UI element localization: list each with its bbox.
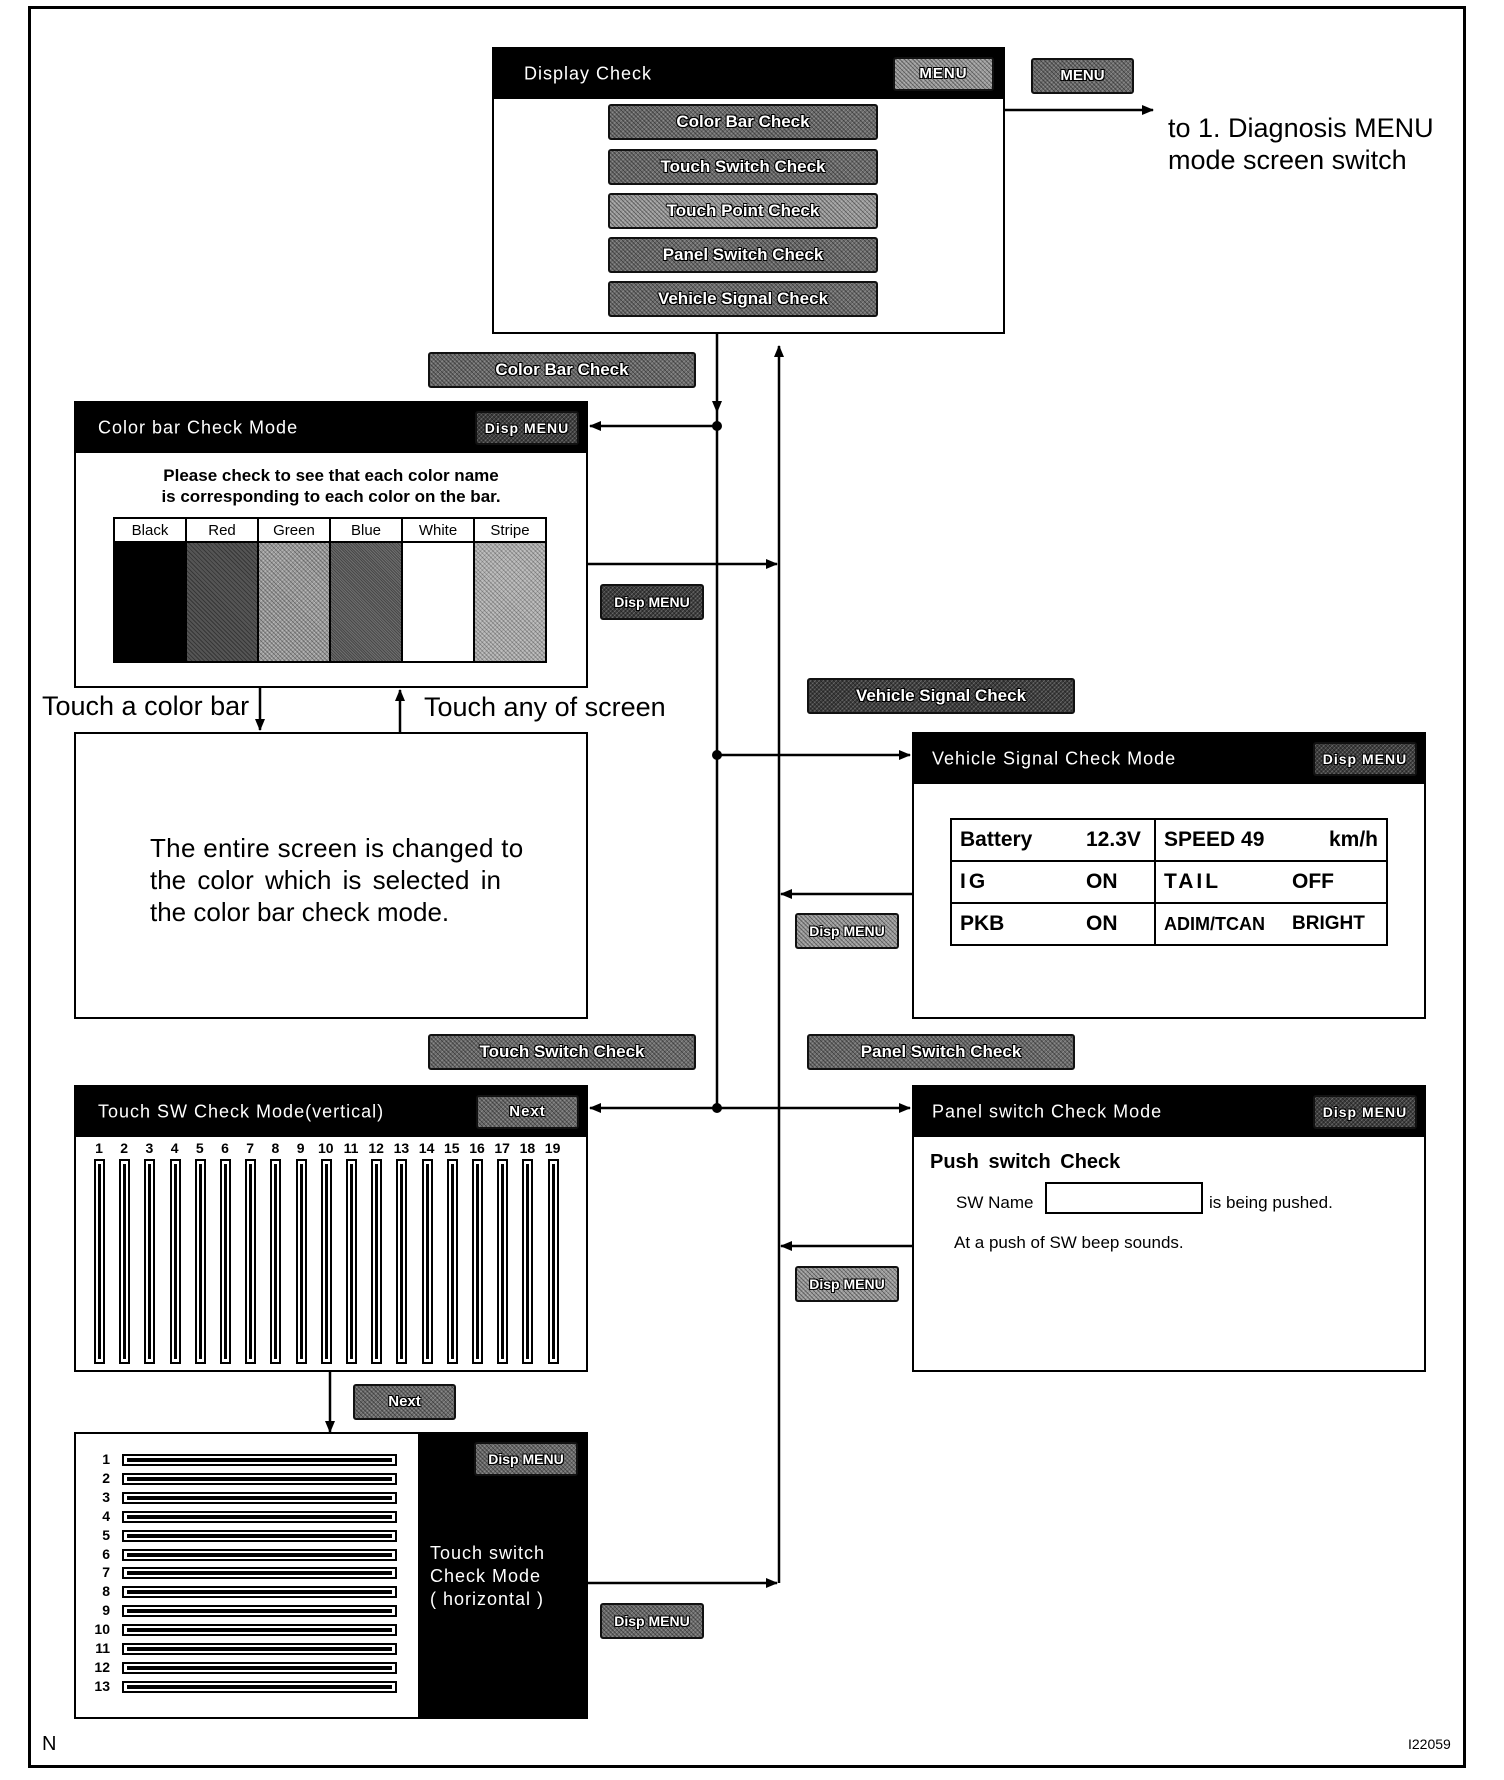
horizontal-side-panel [418, 1434, 586, 1717]
vertical-switch-number: 19 [544, 1140, 561, 1156]
instruction-line-1: Please check to see that each color name [163, 466, 499, 485]
touch-color-bar-label: Touch a color bar [42, 691, 250, 721]
horizontal-switch-number: 8 [102, 1583, 110, 1600]
table-row [951, 903, 1387, 945]
panel-switch-return-disp-menu[interactable]: Disp MENU [795, 1266, 899, 1302]
color-bar-check-label[interactable]: Color Bar Check [428, 352, 696, 388]
corner-left-label: N [42, 1733, 57, 1755]
color-bar-mode-screen [74, 401, 588, 688]
touch-sw-vertical-screen [74, 1085, 588, 1372]
horizontal-switch-number: 3 [102, 1488, 110, 1505]
vertical-touch-switch[interactable] [522, 1159, 533, 1364]
being-pushed-text: is being pushed. [1209, 1193, 1333, 1212]
horizontal-switch-number: 7 [102, 1564, 110, 1581]
horizontal-mode-title [430, 1542, 545, 1611]
touch-point-check-button[interactable]: Touch Point Check [608, 193, 878, 229]
vertical-touch-switch[interactable] [346, 1159, 357, 1364]
next-label[interactable]: Next [353, 1384, 456, 1420]
entire-screen-color[interactable] [74, 732, 588, 1019]
horizontal-touch-switch[interactable] [122, 1454, 397, 1466]
horizontal-touch-switch[interactable] [122, 1511, 397, 1523]
vertical-touch-switch[interactable] [245, 1159, 256, 1364]
vertical-switch-number: 5 [195, 1140, 204, 1156]
table-row [951, 819, 1387, 861]
vertical-touch-switch[interactable] [144, 1159, 155, 1364]
vertical-touch-switch[interactable] [321, 1159, 332, 1364]
vertical-switch-number: 16 [469, 1140, 485, 1156]
vertical-touch-switch[interactable] [497, 1159, 508, 1364]
signal-name: ADIM/TCAN [1155, 903, 1292, 945]
horizontal-touch-switch[interactable] [122, 1492, 397, 1504]
sw-name-field [1045, 1182, 1203, 1214]
color-column-header: Blue [330, 518, 402, 542]
vertical-switch-number: 9 [296, 1140, 305, 1156]
menu-note [1168, 112, 1434, 176]
touch-sw-horizontal-screen [74, 1432, 588, 1719]
touch-sw-vertical-title: Touch SW Check Mode(vertical) [98, 1101, 385, 1122]
horizontal-switch-number: 11 [95, 1640, 110, 1656]
vertical-switch-number: 6 [221, 1140, 229, 1156]
signal-name: IG [951, 861, 1078, 903]
touch-sw-next-button[interactable]: Next [476, 1095, 579, 1129]
signal-name: TAIL [1155, 861, 1292, 903]
touch-switch-check-label[interactable]: Touch Switch Check [428, 1034, 696, 1070]
color-bar-blue[interactable] [330, 542, 402, 662]
horizontal-touch-switch[interactable] [122, 1643, 397, 1655]
touch-sw-vertical-title-bar [76, 1087, 586, 1137]
horizontal-return-disp-menu[interactable]: Disp MENU [600, 1603, 704, 1639]
vertical-switch-number: 2 [120, 1140, 129, 1156]
vertical-switch-number: 1 [95, 1140, 103, 1156]
panel-switch-disp-menu-button[interactable]: Disp MENU [1313, 1095, 1417, 1129]
signal-name: PKB [951, 903, 1078, 945]
display-check-title-bar [494, 49, 1003, 99]
vehicle-signal-mode-screen [912, 732, 1426, 1019]
horizontal-title-line-3: ( horizontal ) [430, 1589, 545, 1609]
vehicle-signal-check-label[interactable]: Vehicle Signal Check [807, 678, 1075, 714]
vehicle-signal-title: Vehicle Signal Check Mode [932, 748, 1177, 769]
color-bar-instruction [76, 465, 586, 507]
horizontal-touch-switch[interactable] [122, 1549, 397, 1561]
horizontal-touch-switch[interactable] [122, 1473, 397, 1485]
horizontal-title-line-2: Check Mode [430, 1566, 542, 1586]
horizontal-touch-switch[interactable] [122, 1681, 397, 1693]
display-check-menu-button[interactable]: MENU [893, 57, 994, 91]
vertical-switch-number: 4 [170, 1140, 179, 1156]
signal-name: Battery [951, 819, 1078, 861]
signal-value: ON [1078, 861, 1155, 903]
vertical-touch-switch[interactable] [447, 1159, 458, 1364]
menu-note-line-2: mode screen switch [1168, 145, 1407, 175]
horizontal-switch-number: 6 [102, 1545, 110, 1562]
signal-value: OFF [1292, 861, 1387, 903]
color-bar-red[interactable] [186, 542, 258, 662]
vertical-touch-switch[interactable] [472, 1159, 483, 1364]
color-bar-table [113, 517, 547, 663]
color-bar-mode-title-bar [76, 403, 586, 453]
display-check-title: Display Check [524, 63, 653, 84]
vehicle-signal-disp-menu-button[interactable]: Disp MENU [1313, 742, 1417, 776]
vertical-switch-number: 15 [444, 1140, 460, 1156]
vertical-touch-switch[interactable] [94, 1159, 105, 1364]
vertical-switch-number: 12 [368, 1140, 384, 1156]
vertical-switch-number: 3 [145, 1140, 154, 1156]
vehicle-signal-return-disp-menu[interactable]: Disp MENU [795, 913, 899, 949]
vertical-touch-switch[interactable] [270, 1159, 281, 1364]
vertical-switch-number: 13 [393, 1140, 410, 1156]
horizontal-switch-number: 12 [94, 1658, 110, 1675]
color-bar-stripe[interactable] [474, 542, 546, 662]
corner-right-label: I22059 [1408, 1736, 1451, 1752]
panel-switch-check-label[interactable]: Panel Switch Check [807, 1034, 1075, 1070]
vertical-touch-switch[interactable] [396, 1159, 407, 1364]
horizontal-switch-strip [76, 1434, 416, 1717]
horizontal-switch-number: 9 [102, 1602, 110, 1619]
horizontal-switch-number: 10 [94, 1621, 110, 1638]
touch-any-label: Touch any of screen [424, 692, 666, 722]
vertical-switch-number: 10 [318, 1140, 334, 1156]
vertical-switch-number: 7 [246, 1140, 255, 1156]
panel-switch-check-button[interactable]: Panel Switch Check [608, 237, 878, 273]
horizontal-switch-number: 1 [102, 1451, 110, 1467]
color-bar-return-disp-menu[interactable]: Disp MENU [600, 584, 704, 620]
horizontal-disp-menu-button[interactable]: Disp MENU [474, 1442, 578, 1476]
vertical-switch-strip [76, 1137, 586, 1370]
touch-switch-check-button[interactable]: Touch Switch Check [608, 149, 878, 185]
push-switch-heading: Push switch Check [930, 1151, 1121, 1173]
signal-value: 12.3V [1078, 819, 1155, 861]
vertical-touch-switch[interactable] [422, 1159, 433, 1364]
vertical-touch-switch[interactable] [195, 1159, 206, 1364]
color-bar-black[interactable] [114, 542, 186, 662]
horizontal-touch-switch[interactable] [122, 1662, 397, 1674]
signal-value: ON [1078, 903, 1155, 945]
vertical-touch-switch[interactable] [371, 1159, 382, 1364]
vehicle-signal-check-button[interactable]: Vehicle Signal Check [608, 281, 878, 317]
vertical-touch-switch[interactable] [170, 1159, 181, 1364]
instruction-line-2: is corresponding to each color on the bar. [161, 487, 501, 506]
signal-name: SPEED 49 [1155, 819, 1292, 861]
signal-value: BRIGHT [1292, 903, 1387, 945]
vertical-touch-switch[interactable] [548, 1159, 559, 1364]
vertical-touch-switch[interactable] [296, 1159, 307, 1364]
panel-switch-title-bar [914, 1087, 1424, 1137]
color-bar-green[interactable] [258, 542, 330, 662]
vertical-switch-number: 14 [418, 1140, 435, 1156]
color-column-header: Stripe [474, 518, 546, 542]
color-bar-white[interactable] [402, 542, 474, 662]
vertical-touch-switch[interactable] [119, 1159, 130, 1364]
menu-note-line-1: to 1. Diagnosis MENU [1168, 113, 1434, 143]
horizontal-switch-number: 2 [102, 1469, 110, 1486]
color-column-header: White [402, 518, 474, 542]
horizontal-title-line-1: Touch switch [430, 1543, 546, 1563]
display-check-screen [492, 47, 1005, 334]
color-column-header: Green [258, 518, 330, 542]
horizontal-touch-switch[interactable] [122, 1567, 397, 1579]
horizontal-switch-number: 4 [102, 1507, 110, 1524]
sw-name-label: SW Name [956, 1193, 1034, 1212]
vertical-switch-number: 8 [271, 1140, 280, 1156]
color-column-header: Black [114, 518, 186, 542]
vertical-touch-switch[interactable] [220, 1159, 231, 1364]
beep-text: At a push of SW beep sounds. [954, 1233, 1184, 1252]
color-bar-disp-menu-button[interactable]: Disp MENU [475, 411, 579, 445]
horizontal-touch-switch[interactable] [122, 1605, 397, 1617]
color-column-header: Red [186, 518, 258, 542]
panel-switch-mode-screen [912, 1085, 1426, 1372]
color-bar-check-button[interactable]: Color Bar Check [608, 104, 878, 140]
horizontal-touch-switch[interactable] [122, 1530, 397, 1542]
entire-line-3: the color bar check mode. [150, 897, 450, 927]
horizontal-touch-switch[interactable] [122, 1586, 397, 1598]
color-bar-mode-title: Color bar Check Mode [98, 417, 299, 438]
vehicle-signal-title-bar [914, 734, 1424, 784]
horizontal-switch-number: 13 [94, 1677, 110, 1694]
entire-line-2: the color which is selected in [150, 865, 501, 895]
entire-screen-text [150, 832, 524, 928]
vertical-switch-number: 11 [343, 1140, 359, 1156]
external-menu-button[interactable]: MENU [1031, 58, 1134, 94]
entire-line-1: The entire screen is changed to [150, 833, 524, 863]
signal-value: km/h [1292, 819, 1387, 861]
vehicle-signal-table [950, 818, 1388, 946]
panel-switch-title: Panel switch Check Mode [932, 1101, 1163, 1122]
vertical-switch-number: 17 [494, 1140, 510, 1156]
horizontal-touch-switch[interactable] [122, 1624, 397, 1636]
horizontal-switch-number: 5 [102, 1526, 110, 1543]
vertical-switch-number: 18 [519, 1140, 536, 1156]
table-row [951, 861, 1387, 903]
